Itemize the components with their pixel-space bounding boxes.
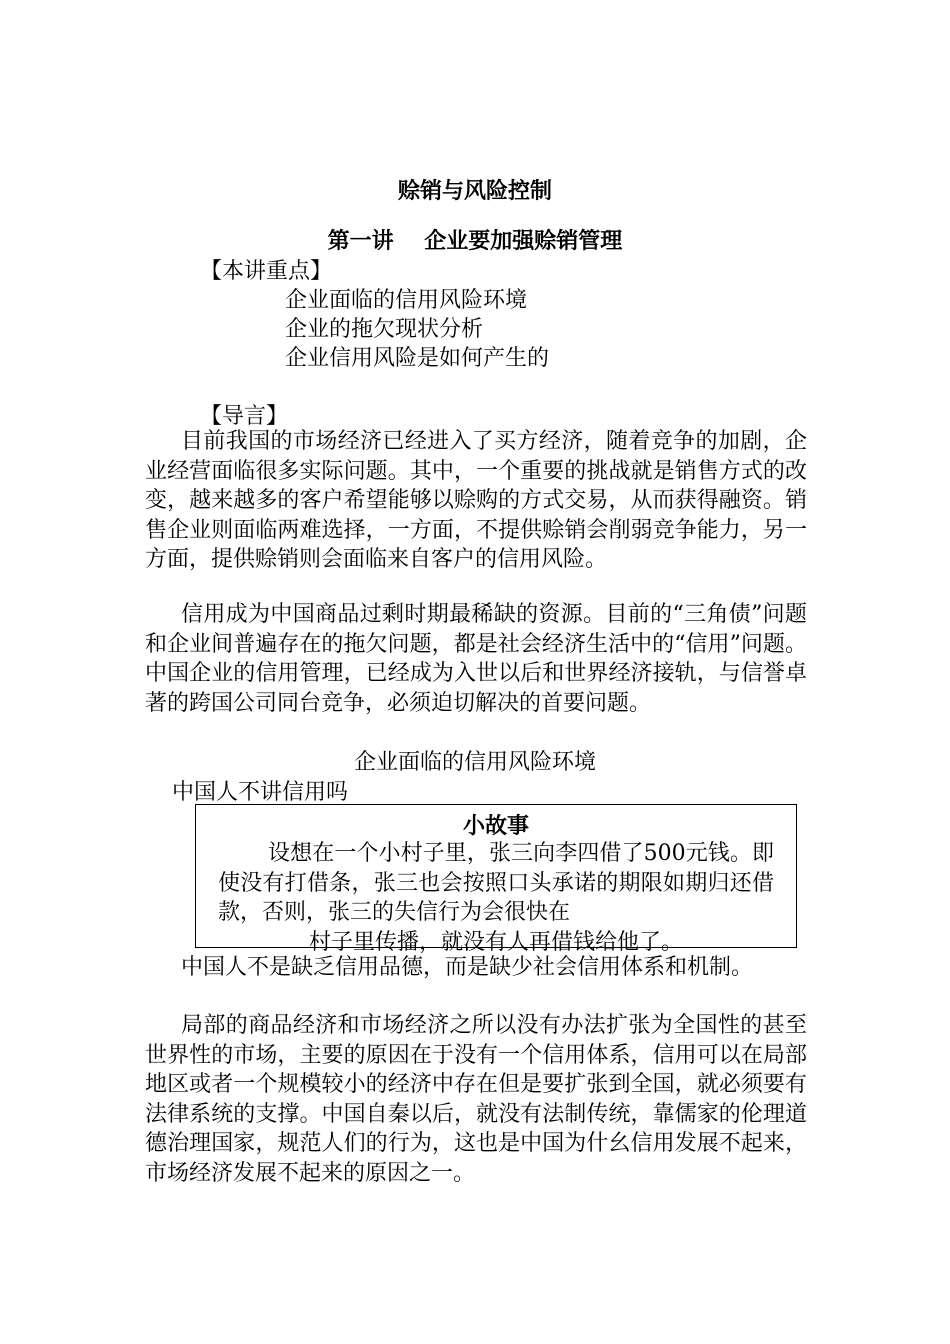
document-title: 赊销与风险控制	[397, 178, 552, 204]
focus-item: 企业的拖欠现状分析	[285, 317, 484, 342]
body-paragraph-4: 局部的商品经济和市场经济之所以没有办法扩张为全国性的甚至世界性的市场，主要的原因在于没有一个信用体系，信用可以在局部地区或者一个规模较小的经济中存在但是要扩张到全国，就必须要有法律系统的支撑。中国自秦以后，就没有法制传统，靠儒家的伦理道德治理国家，规范人们的行为，这也是中国为什幺信用发展不起来，市场经济发展不起来的原因之一。	[145, 1013, 807, 1186]
story-text-last-line: 村子里传播，就没有人再借钱给他了。	[308, 929, 683, 955]
focus-heading: 【本讲重点】	[200, 259, 333, 284]
intro-paragraph-2: 信用成为中国商品过剩时期最稀缺的资源。目前的“三角债”问题和企业间普遍存在的拖欠问题，都是社会经济生活中的“信用”问题。中国企业的信用管理，已经成为入世以后和世界经济接轨，与信誉卓著的跨国公司同台竞争，必须迫切解决的首要问题。	[145, 602, 807, 716]
story-title: 小故事	[462, 813, 529, 839]
section-heading: 企业面临的信用风险环境	[353, 750, 596, 775]
focus-item: 企业面临的信用风险环境	[285, 288, 528, 313]
intro-heading: 【导言】	[200, 404, 289, 429]
focus-item: 企业信用风险是如何产生的	[285, 346, 550, 371]
sub-heading: 中国人不讲信用吗	[172, 780, 349, 805]
story-box	[195, 804, 797, 955]
intro-paragraph-1: 目前我国的市场经济已经进入了买方经济，随着竞争的加剧，企业经营面临很多实际问题。其中，一个重要的挑战就是销售方式的改变，越来越多的客户希望能够以赊购的方式交易，从而获得融资。销售企业则面临两难选择，一方面，不提供赊销会削弱竞争能力，另一方面，提供赊销则会面临来自客户的信用风险。	[145, 429, 807, 572]
story-text-body: 设想在一个小村子里，张三向李四借了500元钱。即使没有打借条，张三也会按照口头承诺的期限如期归还借款，否则，张三的失信行为会很快在	[218, 841, 774, 925]
body-paragraph-3: 中国人不是缺乏信用品德，而是缺少社会信用体系和机制。	[181, 955, 754, 980]
story-text	[218, 839, 774, 957]
lecture-title: 第一讲 企业要加强赊销管理	[327, 228, 623, 254]
